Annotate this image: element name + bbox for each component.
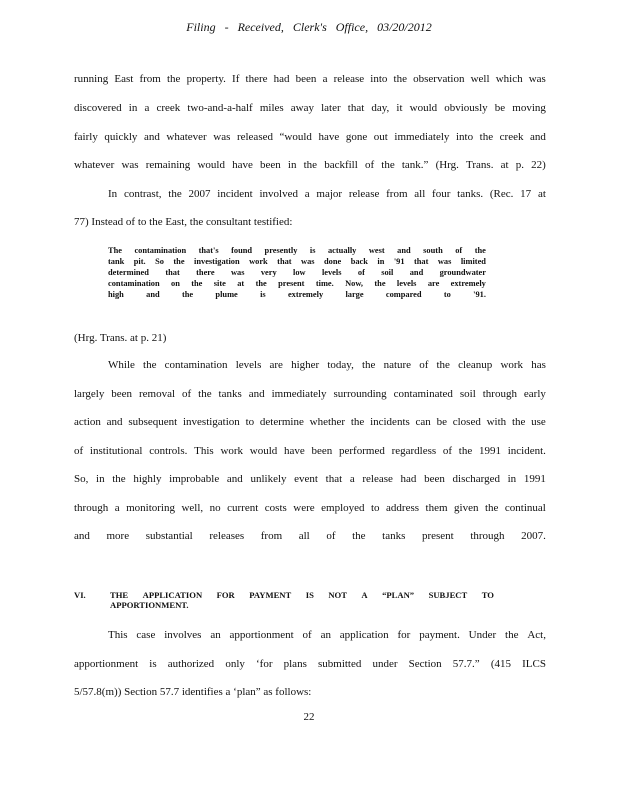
- filing-header: Filing - Received, Clerk's Office, 03/20/2012: [186, 20, 432, 34]
- paragraph-line: of institutional controls. This work would have been performed regardless of the 1991 incident.: [74, 445, 546, 457]
- quote-line: high and the plume is extremely large compared to '91.: [108, 290, 486, 299]
- section-number: VI.: [74, 590, 86, 600]
- paragraph-line: apportionment is authorized only ‘for plans submitted under Section 57.7.” (415 ILCS: [74, 658, 546, 670]
- paragraph-line: and more substantial releases from all of the tanks present through 2007.: [74, 530, 546, 542]
- quote-line: The contamination that's found presently is actually west and south of the: [108, 246, 486, 255]
- quote-line: tank pit. So the investigation work that was done back in '91 that was limited: [108, 257, 486, 266]
- testimony-block-quote: [108, 245, 486, 300]
- paragraph-line: through a monitoring well, no current costs were employed to address them given the continual: [74, 502, 546, 514]
- section-title-line: THE APPLICATION FOR PAYMENT IS NOT A “PLAN” SUBJECT TO: [110, 590, 494, 600]
- paragraph-line: whatever was remaining would have been in the backfill of the tank.” (Hrg. Trans. at p. 22): [74, 159, 546, 171]
- paragraph-line: running East from the property. If there had been a release into the observation well which was: [74, 73, 546, 85]
- paragraph-line: action and subsequent investigation to determine whether the incidents can be closed with the use: [74, 416, 546, 428]
- quote-line: contamination on the site at the present time. Now, the levels are extremely: [108, 279, 486, 288]
- paragraph-line: While the contamination levels are higher today, the nature of the cleanup work has: [108, 359, 546, 371]
- paragraph-line: 77) Instead of to the East, the consultant testified:: [74, 216, 293, 228]
- paragraph-line: This case involves an apportionment of an application for payment. Under the Act,: [108, 629, 546, 641]
- paragraph-line: In contrast, the 2007 incident involved a major release from all four tanks. (Rec. 17 at: [108, 188, 546, 200]
- paragraph-line: fairly quickly and whatever was released “would have gone out immediately into the creek and: [74, 131, 546, 143]
- page-number: 22: [303, 711, 315, 723]
- section-title-line: APPORTIONMENT.: [110, 600, 189, 610]
- paragraph-line: 5/57.8(m)) Section 57.7 identifies a ‘plan” as follows:: [74, 686, 312, 698]
- paragraph-line: discovered in a creek two-and-a-half miles away later that day, it would obviously be moving: [74, 102, 546, 114]
- paragraph-line: largely been removal of the tanks and immediately surrounding contaminated soil through early: [74, 388, 546, 400]
- quote-line: determined that there was very low levels of soil and groundwater: [108, 268, 486, 277]
- citation: (Hrg. Trans. at p. 21): [74, 332, 167, 344]
- paragraph-line: So, in the highly improbable and unlikely event that a release had been discharged in 1991: [74, 473, 546, 485]
